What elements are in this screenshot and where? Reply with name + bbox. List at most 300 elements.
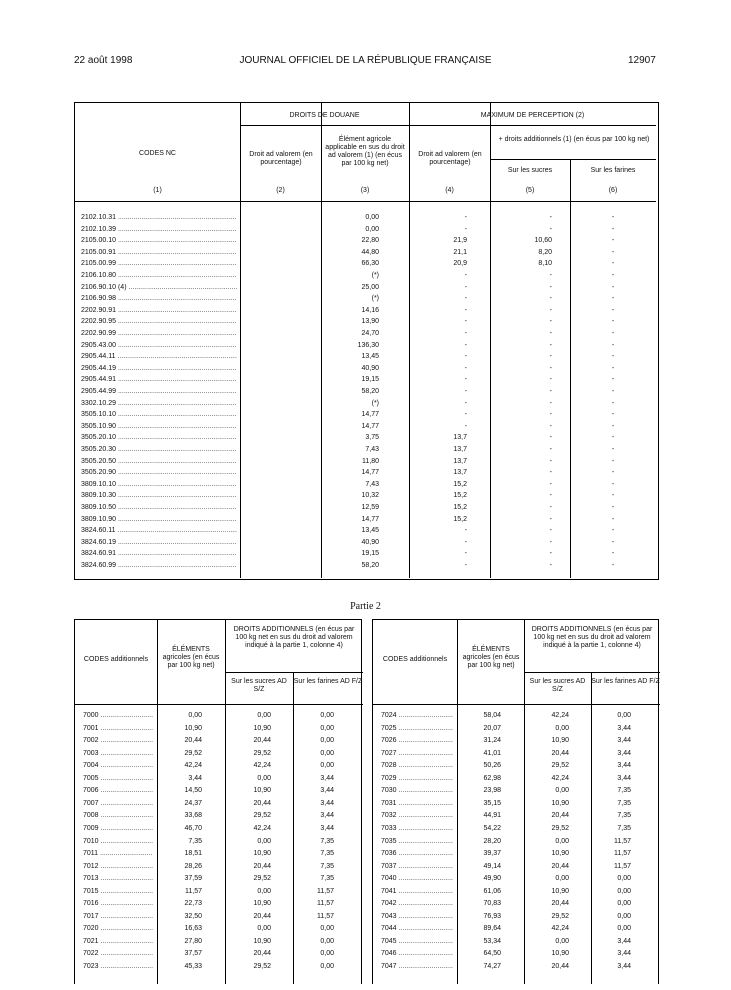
sur-les-sucres: - <box>549 492 552 500</box>
sur-les-farines: - <box>611 492 615 500</box>
additional-code: 7037 ..... <box>381 863 453 870</box>
droit-ad-valorem: 20,9 <box>453 260 467 268</box>
ad-sz: 20,44 <box>253 950 271 958</box>
table-row <box>373 812 660 822</box>
element-agricole: 66,30 <box>361 260 379 268</box>
ad-sz: 42,24 <box>253 762 271 770</box>
table-row <box>373 850 660 860</box>
nc-code: 3824.60.11 ..... <box>81 527 237 534</box>
ad-sz: 10,90 <box>253 900 271 908</box>
nc-code: 3505.20.10 ..... <box>81 434 237 441</box>
header-element-agricole: Élément agricole applicable en sus du droit ad valorem (1) (en écus par 100 kg net) <box>325 136 405 168</box>
sur-les-sucres: - <box>549 364 552 372</box>
ad-fz: 0,00 <box>617 912 631 920</box>
droit-ad-valorem: - <box>464 422 467 430</box>
element-agricole: 49,90 <box>483 875 501 883</box>
ad-fz: 11,57 <box>614 837 631 845</box>
ad-sz: 20,44 <box>551 862 569 870</box>
sur-les-sucres: - <box>549 469 552 477</box>
droit-ad-valorem: - <box>464 364 467 372</box>
nc-code: 2202.90.99 ..... <box>81 330 237 337</box>
table-row <box>75 411 656 421</box>
sur-les-farines: - <box>611 248 615 256</box>
ad-fz: 3,44 <box>320 774 334 782</box>
nc-code: 3809.10.90 ..... <box>81 516 237 523</box>
element-agricole: 10,90 <box>184 724 202 732</box>
header-farines-adfz: Sur les farines AD F/Z <box>591 678 660 685</box>
table-row <box>75 318 656 328</box>
table-row <box>373 800 660 810</box>
droit-ad-valorem: - <box>464 538 467 546</box>
element-agricole: 20,07 <box>483 724 501 732</box>
nc-code: 2105.00.99 ..... <box>81 260 237 267</box>
element-agricole: 27,80 <box>184 937 202 945</box>
element-agricole: 12,59 <box>361 504 379 511</box>
sur-les-farines: - <box>611 272 615 279</box>
additional-code: 7012 ..... <box>83 863 153 870</box>
ad-fz: 7,35 <box>617 787 631 795</box>
table-row <box>75 950 362 960</box>
sur-les-farines: - <box>611 318 615 326</box>
sur-les-farines: - <box>611 295 615 303</box>
droit-ad-valorem: 13,7 <box>453 457 467 465</box>
table-row <box>75 787 362 797</box>
sur-les-farines: - <box>611 422 615 430</box>
droit-ad-valorem: - <box>464 214 467 221</box>
additional-code: 7046 ..... <box>381 950 453 957</box>
table-row <box>373 938 660 948</box>
nc-code: 2905.44.91 ..... <box>81 376 237 383</box>
element-agricole: 64,50 <box>483 950 501 958</box>
table-row <box>75 800 362 810</box>
ad-fz: 11,57 <box>317 912 334 920</box>
nc-code: 2905.44.11 ..... <box>81 353 237 360</box>
droit-ad-valorem: 15,2 <box>453 515 467 523</box>
sur-les-farines: - <box>611 364 615 372</box>
droit-ad-valorem: - <box>464 550 467 558</box>
ad-fz: 3,44 <box>617 724 631 732</box>
droit-ad-valorem: - <box>464 341 467 349</box>
sur-les-farines: - <box>611 550 615 558</box>
additional-code: 7040 ..... <box>381 875 453 882</box>
element-agricole: 7,43 <box>365 480 379 488</box>
ad-fz: 3,44 <box>617 762 631 770</box>
table-row <box>75 226 656 236</box>
ad-fz: 0,00 <box>320 937 334 945</box>
additional-code: 7000 ..... <box>83 712 153 719</box>
sur-les-farines: - <box>611 353 615 361</box>
nc-code: 3809.10.10 ..... <box>81 481 237 488</box>
element-agricole: 62,98 <box>483 774 501 782</box>
header-farines-adfz: Sur les farines AD F/Z <box>293 678 363 685</box>
nc-code: 3809.10.30 ..... <box>81 492 237 499</box>
element-agricole: 42,24 <box>184 762 202 770</box>
ad-sz: 29,52 <box>551 762 569 770</box>
element-agricole: 0,00 <box>365 214 379 221</box>
element-agricole: 20,44 <box>184 737 202 745</box>
ad-sz: 10,90 <box>551 799 569 807</box>
ad-fz: 0,00 <box>617 900 631 908</box>
additional-code: 7013 ..... <box>83 875 153 882</box>
table-row <box>373 750 660 760</box>
ad-fz: 11,57 <box>317 900 334 908</box>
table-row <box>75 900 362 910</box>
sur-les-farines: - <box>611 411 615 419</box>
element-agricole: 14,77 <box>361 411 379 419</box>
sur-les-sucres: - <box>549 527 552 535</box>
sur-les-sucres: - <box>549 446 552 453</box>
additional-code: 7024 ..... <box>381 712 453 719</box>
ad-sz: 10,90 <box>551 737 569 745</box>
element-agricole: 14,77 <box>361 469 379 477</box>
partie-title: Partie 2 <box>350 601 381 612</box>
sur-les-farines: - <box>611 376 615 384</box>
element-agricole: 0,00 <box>365 225 379 233</box>
element-agricole: 14,77 <box>361 515 379 523</box>
ad-fz: 3,44 <box>320 799 334 807</box>
ad-fz: 3,44 <box>617 963 631 970</box>
sur-les-sucres: - <box>549 353 552 361</box>
ad-fz: 7,35 <box>320 862 334 870</box>
element-agricole: 41,01 <box>483 749 501 757</box>
sur-les-sucres: 10,60 <box>534 237 552 245</box>
nc-code: 2202.90.95 ..... <box>81 318 237 325</box>
table-row <box>75 434 656 444</box>
element-agricole: 46,70 <box>184 824 202 832</box>
element-agricole: 39,37 <box>483 850 501 858</box>
additional-code: 7032 ..... <box>381 812 453 819</box>
header-droits-additionnels: DROITS ADDITIONNELS (en écus par 100 kg net en sus du droit ad valorem indiqué à la partie 1, colonne 4) <box>531 626 653 650</box>
nc-code: 3809.10.50 ..... <box>81 504 237 511</box>
droit-ad-valorem: - <box>464 399 467 407</box>
droit-ad-valorem: 15,2 <box>453 480 467 488</box>
element-agricole: 37,59 <box>184 875 202 883</box>
additional-code: 7007 ..... <box>83 800 153 807</box>
ad-fz: 11,57 <box>614 850 631 858</box>
ad-fz: 11,57 <box>317 887 334 895</box>
table-row <box>75 938 362 948</box>
sur-les-farines: - <box>611 562 615 569</box>
ad-fz: 3,44 <box>320 812 334 820</box>
table-row <box>75 838 362 848</box>
element-agricole: 50,26 <box>483 762 501 770</box>
table-row <box>75 284 656 294</box>
droit-ad-valorem: - <box>464 295 467 303</box>
element-agricole: 53,34 <box>483 937 501 945</box>
ad-sz: 0,00 <box>555 875 569 883</box>
table-row <box>75 492 656 502</box>
nc-code: 2106.10.80 ..... <box>81 272 237 279</box>
ad-sz: 29,52 <box>551 912 569 920</box>
element-agricole: 28,20 <box>483 837 501 845</box>
element-agricole: 18,51 <box>184 850 202 858</box>
table-row <box>373 875 660 885</box>
table-row <box>75 850 362 860</box>
nc-code: 2102.10.39 ..... <box>81 226 237 233</box>
nc-code: 2102.10.31 ..... <box>81 214 237 221</box>
droit-ad-valorem: 15,2 <box>453 492 467 500</box>
table-row <box>75 762 362 772</box>
additional-code: 7009 ..... <box>83 825 153 832</box>
ad-fz: 7,35 <box>617 824 631 832</box>
element-agricole: 136,30 <box>357 341 379 349</box>
table-row <box>75 365 656 375</box>
sur-les-sucres: - <box>549 504 552 511</box>
nc-code: 2105.00.91 ..... <box>81 249 237 256</box>
table-row <box>373 963 660 973</box>
element-agricole: 76,93 <box>483 912 501 920</box>
table-partie-2-right <box>372 619 659 984</box>
table-row <box>373 913 660 923</box>
nc-code: 3505.20.30 ..... <box>81 446 237 453</box>
nc-code: 2106.90.10 (4) ..... <box>81 284 237 291</box>
element-agricole: 61,06 <box>483 887 501 895</box>
table-row <box>75 516 656 526</box>
sur-les-sucres: - <box>549 515 552 523</box>
table-row <box>75 260 656 270</box>
ad-sz: 42,24 <box>551 774 569 782</box>
nc-code: 3505.10.90 ..... <box>81 423 237 430</box>
ad-fz: 0,00 <box>320 925 334 933</box>
droit-ad-valorem: 21,1 <box>453 248 467 256</box>
ad-fz: 7,35 <box>320 875 334 883</box>
nc-code: 2202.90.91 ..... <box>81 307 237 314</box>
sur-les-sucres: - <box>549 214 552 221</box>
table-row <box>75 469 656 479</box>
element-agricole: 24,70 <box>361 330 379 337</box>
header-droit-ad-valorem-4: Droit ad valorem (en pourcentage) <box>418 151 482 167</box>
sur-les-farines: - <box>611 480 615 488</box>
header-droits-douane: DROITS DE DOUANE <box>289 112 360 119</box>
additional-code: 7023 ..... <box>83 963 153 970</box>
ad-fz: 0,00 <box>320 762 334 770</box>
droit-ad-valorem: - <box>464 272 467 279</box>
ad-sz: 0,00 <box>257 712 271 719</box>
table-row <box>75 423 656 433</box>
sur-les-sucres: - <box>549 434 552 442</box>
additional-code: 7041 ..... <box>381 888 453 895</box>
additional-code: 7026 ..... <box>381 737 453 744</box>
element-agricole: 7,43 <box>365 446 379 453</box>
table-row <box>75 458 656 468</box>
table-row <box>373 888 660 898</box>
additional-code: 7043 ..... <box>381 913 453 920</box>
ad-sz: 10,90 <box>253 937 271 945</box>
nc-code: 2905.44.19 ..... <box>81 365 237 372</box>
nc-code: 3824.60.91 ..... <box>81 550 237 557</box>
table-row <box>75 550 656 560</box>
element-agricole: 31,24 <box>483 737 501 745</box>
table-row <box>75 400 656 410</box>
ad-sz: 0,00 <box>555 787 569 795</box>
ad-fz: 3,44 <box>320 787 334 795</box>
element-agricole: 3,44 <box>188 774 202 782</box>
additional-code: 7010 ..... <box>83 838 153 845</box>
ad-sz: 29,52 <box>253 749 271 757</box>
table-row <box>75 913 362 923</box>
element-agricole: 0,00 <box>188 712 202 719</box>
sur-les-sucres: 8,20 <box>538 248 552 256</box>
additional-code: 7016 ..... <box>83 900 153 907</box>
additional-code: 7004 ..... <box>83 762 153 769</box>
nc-code: 2106.90.98 ..... <box>81 295 237 302</box>
ad-fz: 3,44 <box>617 937 631 945</box>
sur-les-sucres: - <box>549 388 552 395</box>
element-agricole: 35,15 <box>483 799 501 807</box>
ad-sz: 29,52 <box>253 963 271 970</box>
ad-sz: 10,90 <box>253 850 271 858</box>
ad-sz: 20,44 <box>551 963 569 970</box>
header-title: JOURNAL OFFICIEL DE LA RÉPUBLIQUE FRANÇAISE <box>239 55 492 66</box>
element-agricole: 58,20 <box>361 562 379 569</box>
table-row <box>75 750 362 760</box>
ad-sz: 42,24 <box>551 712 569 719</box>
element-agricole: 10,32 <box>361 492 379 500</box>
element-agricole: 32,50 <box>184 912 202 920</box>
table-row <box>75 388 656 398</box>
ad-fz: 0,00 <box>617 875 631 883</box>
sur-les-sucres: 8,10 <box>538 260 552 268</box>
element-agricole: 3,75 <box>365 434 379 442</box>
col-number: (3) <box>360 187 370 194</box>
table-row <box>75 376 656 386</box>
header-sur-les-sucres: Sur les sucres <box>507 167 553 174</box>
additional-code: 7042 ..... <box>381 900 453 907</box>
sur-les-sucres: - <box>549 272 552 279</box>
element-agricole: 13,90 <box>361 318 379 326</box>
ad-fz: 7,35 <box>617 812 631 820</box>
additional-code: 7025 ..... <box>381 725 453 732</box>
header-sur-les-farines: Sur les farines <box>590 167 636 174</box>
ad-sz: 0,00 <box>555 937 569 945</box>
table-row <box>373 737 660 747</box>
droit-ad-valorem: - <box>464 411 467 419</box>
additional-code: 7045 ..... <box>381 938 453 945</box>
ad-sz: 42,24 <box>551 925 569 933</box>
droit-ad-valorem: - <box>464 527 467 535</box>
table-row <box>373 838 660 848</box>
droit-ad-valorem: - <box>464 562 467 569</box>
table-row <box>75 330 656 340</box>
nc-code: 3505.20.50 ..... <box>81 458 237 465</box>
element-agricole: 11,80 <box>362 457 379 465</box>
table-row <box>373 825 660 835</box>
table-row <box>75 737 362 747</box>
additional-code: 7015 ..... <box>83 888 153 895</box>
ad-sz: 0,00 <box>257 887 271 895</box>
additional-code: 7031 ..... <box>381 800 453 807</box>
droit-ad-valorem: 21,9 <box>453 237 467 245</box>
additional-code: 7036 ..... <box>381 850 453 857</box>
element-agricole: 22,80 <box>361 237 379 245</box>
element-agricole: 74,27 <box>483 963 501 970</box>
ad-sz: 20,44 <box>253 912 271 920</box>
table-row <box>75 863 362 873</box>
table-row <box>75 812 362 822</box>
additional-code: 7017 ..... <box>83 913 153 920</box>
table-row <box>373 725 660 735</box>
additional-code: 7027 ..... <box>381 750 453 757</box>
header-sucres-adsz: Sur les sucres AD S/Z <box>529 678 586 694</box>
sur-les-sucres: - <box>549 330 552 337</box>
table-row <box>75 237 656 247</box>
ad-sz: 10,90 <box>551 850 569 858</box>
ad-sz: 20,44 <box>551 812 569 820</box>
header-droits-additionnels: DROITS ADDITIONNELS (en écus par 100 kg net en sus du droit ad valorem indiqué à la partie 1, colonne 4) <box>233 626 355 650</box>
ad-fz: 0,00 <box>320 950 334 958</box>
droit-ad-valorem: - <box>464 283 467 291</box>
col-number: (1) <box>153 187 162 194</box>
table-row <box>75 725 362 735</box>
sur-les-farines: - <box>611 341 615 349</box>
droit-ad-valorem: - <box>464 306 467 314</box>
sur-les-sucres: - <box>549 480 552 488</box>
ad-fz: 0,00 <box>617 712 631 719</box>
sur-les-farines: - <box>611 527 615 535</box>
element-agricole: 28,26 <box>184 862 202 870</box>
table-row <box>75 888 362 898</box>
ad-sz: 20,44 <box>551 749 569 757</box>
nc-code: 3302.10.29 ..... <box>81 400 237 407</box>
sur-les-farines: - <box>611 225 615 233</box>
element-agricole: 7,35 <box>188 837 202 845</box>
additional-code: 7020 ..... <box>83 925 153 932</box>
table-row <box>75 249 656 259</box>
element-agricole: 70,83 <box>483 900 501 908</box>
table-row <box>75 504 656 514</box>
table-row <box>75 214 656 224</box>
additional-code: 7047 ..... <box>381 963 453 970</box>
table-row <box>373 762 660 772</box>
table-row <box>373 900 660 910</box>
additional-code: 7035 ..... <box>381 838 453 845</box>
sur-les-sucres: - <box>549 562 552 569</box>
col-number: (5) <box>525 187 535 194</box>
ad-fz: 0,00 <box>617 887 631 895</box>
ad-sz: 20,44 <box>551 900 569 908</box>
col-number: (2) <box>276 187 285 194</box>
ad-sz: 0,00 <box>555 837 569 845</box>
element-agricole: 14,16 <box>361 306 379 314</box>
additional-code: 7028 ..... <box>381 762 453 769</box>
element-agricole: 16,63 <box>184 925 202 933</box>
element-agricole: 23,98 <box>483 787 501 795</box>
element-agricole: 33,68 <box>184 812 202 820</box>
ad-sz: 20,44 <box>253 862 271 870</box>
sur-les-farines: - <box>611 306 615 314</box>
element-agricole: 29,52 <box>184 749 202 757</box>
ad-fz: 0,00 <box>320 737 334 745</box>
ad-sz: 29,52 <box>253 812 271 820</box>
table-row <box>75 527 656 537</box>
table-row <box>75 925 362 935</box>
header-date: 22 août 1998 <box>74 55 133 66</box>
sur-les-sucres: - <box>549 318 552 326</box>
sur-les-farines: - <box>611 399 615 407</box>
table-row <box>373 712 660 722</box>
element-agricole: 14,77 <box>361 422 379 430</box>
sur-les-sucres: - <box>549 411 552 419</box>
ad-fz: 3,44 <box>617 737 631 745</box>
ad-sz: 0,00 <box>257 774 271 782</box>
element-agricole: 89,64 <box>483 925 501 933</box>
droit-ad-valorem: 15,2 <box>453 504 467 511</box>
element-agricole: 45,33 <box>184 963 202 970</box>
additional-code: 7002 ..... <box>83 737 153 744</box>
sur-les-sucres: - <box>549 225 552 233</box>
element-agricole: 19,15 <box>361 376 379 384</box>
element-agricole: 37,57 <box>184 950 202 958</box>
